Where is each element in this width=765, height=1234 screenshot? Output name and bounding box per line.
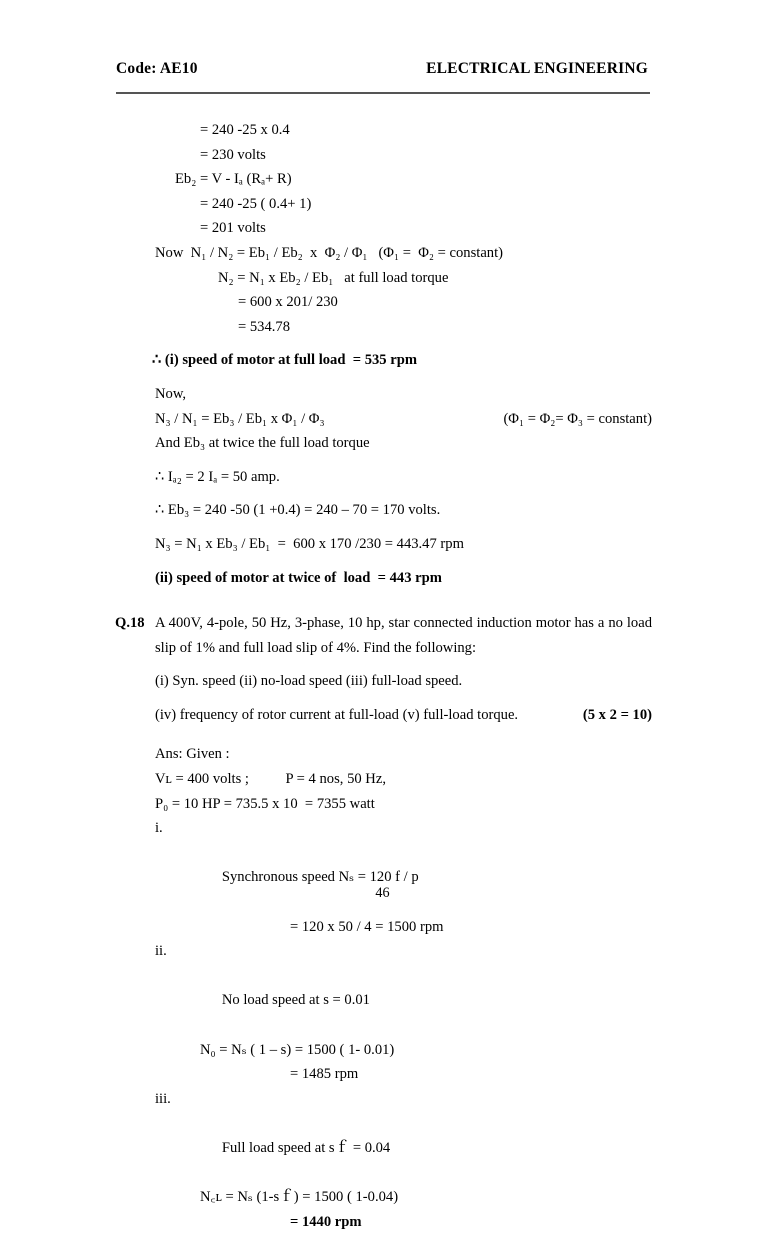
spacer (0, 373, 765, 382)
subject-title: ELECTRICAL ENGINEERING (426, 60, 648, 77)
calc-line: = 201 volts (200, 220, 266, 237)
eb3-equation: ∴ Eb₃ = 240 -50 (1 +0.4) = 240 – 70 = 170 volts. (155, 502, 441, 519)
given-line: Vʟ = 400 volts ; P = 4 nos, 50 Hz, (155, 771, 386, 788)
result-full-load-speed: ∴ (i) speed of motor at full load = 535 rpm (152, 352, 418, 369)
step-ii-continuation: = 1485 rpm (290, 1066, 359, 1083)
question-part-b: (iv) frequency of rotor current at full-load (v) full-load torque. (155, 706, 519, 723)
step-iii-equation: N꜀ʟ = Nₛ (1-sｆ) = 1500 ( 1-0.04) (200, 1189, 399, 1206)
page-header (116, 60, 650, 78)
calc-line: = 240 -25 x 0.4 (200, 122, 290, 138)
step-text: Full load speed at sｆ = 0.04 (221, 1139, 391, 1156)
now-ratio-line: Now N₁ / N₂ = Eb₁ / Eb₂ x Φ₂ / Φ₁ (Φ₁ = Φ₂ = constant) (155, 244, 504, 261)
step-ii-equation: N₀ = Nₛ ( 1 – s) = 1500 ( 1- 0.01) (200, 1041, 395, 1058)
flux-constant-note: (Φ₁ = Φ₂= Φ₃ = constant) (503, 410, 652, 427)
n2-equation: N₂ = N₁ x Eb₂ / Eb₁ at full load torque (218, 269, 449, 286)
spacer (0, 489, 765, 498)
n3-equation: N₃ = N₁ x Eb₃ / Eb₁ = 600 x 170 /230 = 443.47 rpm (155, 535, 464, 552)
step-numeral: i. (155, 820, 163, 837)
eb2-equation: Eb₂ = V - Iₐ (Rₐ+ R) (175, 171, 292, 188)
spacer (0, 590, 765, 611)
page-number: 46 (375, 885, 390, 901)
step-ii (0, 939, 765, 1037)
n3-ratio-row (0, 407, 765, 432)
spacer (0, 339, 765, 348)
n3-ratio-equation: N₃ / N₁ = Eb₃ / Eb₁ x Φ₁ / Φ₃ (155, 410, 325, 427)
given-line: P₀ = 10 HP = 735.5 x 10 = 7355 watt (155, 795, 375, 812)
question-statement: A 400V, 4-pole, 50 Hz, 3-phase, 10 hp, star connected induction motor has a no load slip of 1% and full load slip of 4%. Find the following: (155, 615, 652, 656)
calc-line: = 230 volts (200, 146, 266, 163)
exam-code: Code: AE10 (116, 60, 198, 77)
n2-calculation: = 600 x 201/ 230 (238, 294, 338, 311)
step-iii (0, 1087, 765, 1185)
n2-value: = 534.78 (238, 318, 291, 335)
answer-label: Ans: (155, 746, 183, 763)
question-number: Q.18 (115, 615, 145, 632)
eb3-note: And Eb₃ at twice the full load torque (155, 435, 370, 452)
spacer (0, 456, 765, 465)
step-i-continuation: = 120 x 50 / 4 = 1500 rpm (290, 918, 444, 935)
spacer (155, 660, 652, 669)
step-text: No load speed at s = 0.01 (221, 992, 370, 1009)
answer-given-row (0, 742, 765, 767)
spacer (0, 523, 765, 532)
step-text: Synchronous speed Nₛ = 120 f / p (221, 869, 419, 886)
question-part-a: (i) Syn. speed (ii) no-load speed (iii) full-load speed. (155, 673, 463, 690)
question-marks: (5 x 2 = 10) (582, 706, 652, 723)
spacer (0, 727, 765, 742)
question-block (0, 611, 765, 727)
now-label: Now, (155, 385, 187, 402)
step-numeral: ii. (155, 943, 167, 960)
calc-line: = 240 -25 ( 0.4+ 1) (200, 195, 312, 212)
armature-current-line: ∴ Iₐ₂ = 2 Iₐ = 50 amp. (155, 468, 280, 485)
step-iii-continuation: = 1440 rpm (290, 1213, 362, 1230)
spacer (0, 557, 765, 566)
given-label: Given : (182, 746, 230, 763)
page-body (0, 118, 765, 1234)
spacer (155, 694, 652, 703)
step-numeral: iii. (155, 1090, 171, 1107)
question-part-b-row (155, 703, 652, 728)
header-rule (116, 92, 650, 94)
result-twice-load-speed: (ii) speed of motor at twice of load = 443 rpm (155, 569, 442, 586)
